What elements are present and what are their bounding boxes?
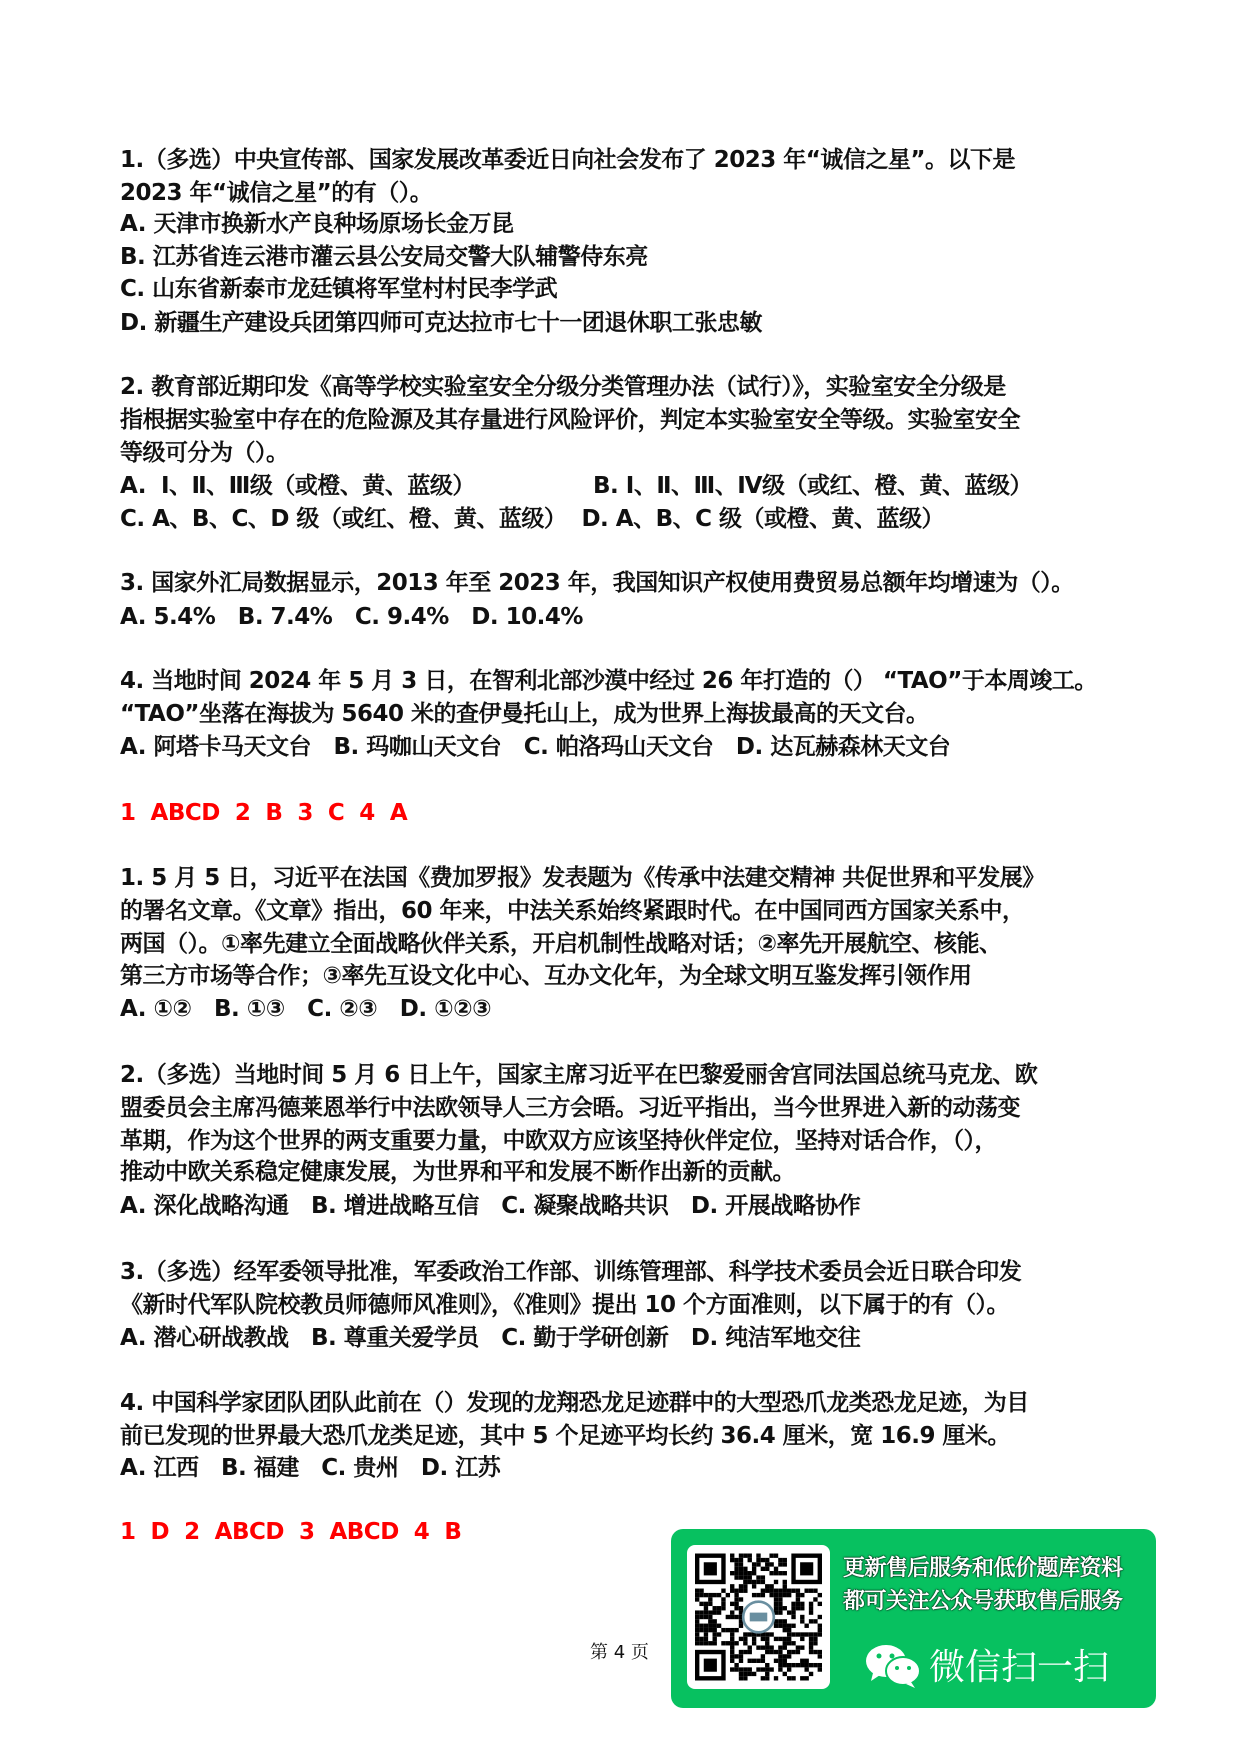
question-text: 前已发现的世界最大恐爪龙类足迹，其中 5 个足迹平均长约 36.4 厘米，宽 16.9 厘米。 bbox=[120, 1423, 1011, 1449]
question-text: 4. 当地时间 2024 年 5 月 3 日，在智利北部沙漠中经过 26 年打造的（） “TAO”于本周竣工。 bbox=[120, 668, 1097, 694]
question-text: 盟委员会主席冯德莱恩举行中法欧领导人三方会晤。习近平指出，当今世界进入新的动荡变 bbox=[120, 1095, 1020, 1121]
question-text: 两国（）。①率先建立全面战略伙伴关系，开启机制性战略对话；②率先开展航空、核能、 bbox=[120, 931, 1002, 957]
wechat-icon bbox=[863, 1641, 923, 1691]
answer-options: A. 江西 B. 福建 C. 贵州 D. 江苏 bbox=[120, 1455, 501, 1481]
question-text: 4. 中国科学家团队团队此前在（）发现的龙翔恐龙足迹群中的大型恐爪龙类恐龙足迹，为目 bbox=[120, 1390, 1029, 1416]
answer-options: C. A、B、C、D 级（或红、橙、黄、蓝级） D. A、B、C 级（或橙、黄、蓝级） bbox=[120, 506, 945, 532]
question-text: 2. 教育部近期印发《高等学校实验室安全分级分类管理办法（试行）》，实验室安全分级是 bbox=[120, 374, 1006, 400]
answer-options: B. Ⅰ、Ⅱ、Ⅲ、Ⅳ级（或红、橙、黄、蓝级） bbox=[593, 473, 1032, 499]
answer-options: C. 山东省新泰市龙廷镇将军堂村村民李学武 bbox=[120, 276, 558, 302]
scan-label: 微信扫一扫 bbox=[929, 1647, 1110, 1688]
promo-text-line1: 更新售后服务和低价题库资料 bbox=[843, 1556, 1123, 1581]
question-text: 等级可分为（）。 bbox=[120, 440, 289, 466]
question-text: 指根据实验室中存在的危险源及其存量进行风险评价，判定本实验室安全等级。实验室安全 bbox=[120, 407, 1020, 433]
question-text: 第三方市场等合作；③率先互设文化中心、互办文化年，为全球文明互鉴发挥引领作用 bbox=[120, 963, 972, 989]
answer-key: 1 D 2 ABCD 3 ABCD 4 B bbox=[120, 1519, 462, 1545]
question-text: 革期，作为这个世界的两支重要力量，中欧双方应该坚持伙伴定位，坚持对话合作，（）， bbox=[120, 1128, 997, 1154]
answer-options: A. 阿塔卡马天文台 B. 玛咖山天文台 C. 帕洛玛山天文台 D. 达瓦赫森林天文台 bbox=[120, 734, 951, 760]
answer-options: A. Ⅰ、Ⅱ、Ⅲ级（或橙、黄、蓝级） bbox=[120, 473, 475, 499]
question-text: 《新时代军队院校教员师德师风准则》，《准则》提出 10 个方面准则，以下属于的有（）。 bbox=[120, 1292, 1010, 1318]
answer-options: A. 天津市换新水产良种场原场长金万昆 bbox=[120, 211, 514, 237]
question-text: 3. 国家外汇局数据显示，2013 年至 2023 年，我国知识产权使用费贸易总额年均增速为（）。 bbox=[120, 570, 1074, 596]
question-text: 1. 5 月 5 日，习近平在法国《费加罗报》发表题为《传承中法建交精神 共促世界和平发展》 bbox=[120, 865, 1045, 891]
answer-options: A. 5.4% B. 7.4% C. 9.4% D. 10.4% bbox=[120, 604, 583, 630]
page-number: 第 4 页 bbox=[590, 1642, 649, 1663]
answer-options: B. 江苏省连云港市灌云县公安局交警大队辅警侍东亮 bbox=[120, 244, 648, 270]
qr-code-icon bbox=[695, 1553, 822, 1681]
answer-options: A. 潜心研战教战 B. 尊重关爱学员 C. 勤于学研创新 D. 纯洁军地交往 bbox=[120, 1325, 861, 1351]
answer-key: 1 ABCD 2 B 3 C 4 A bbox=[120, 800, 408, 826]
question-text: 推动中欧关系稳定健康发展，为世界和平和发展不断作出新的贡献。 bbox=[120, 1159, 795, 1185]
answer-options: A. 深化战略沟通 B. 增进战略互信 C. 凝聚战略共识 D. 开展战略协作 bbox=[120, 1193, 861, 1219]
question-text: 1.（多选）中央宣传部、国家发展改革委近日向社会发布了 2023 年“诚信之星”。以下是 bbox=[120, 147, 1016, 173]
wechat-promo-banner[interactable] bbox=[671, 1529, 1156, 1708]
question-text: 3.（多选）经军委领导批准，军委政治工作部、训练管理部、科学技术委员会近日联合印发 bbox=[120, 1259, 1022, 1285]
question-text: 2023 年“诚信之星”的有（）。 bbox=[120, 180, 433, 206]
question-text: 2.（多选）当地时间 5 月 6 日上午，国家主席习近平在巴黎爱丽舍宫同法国总统马克龙、欧 bbox=[120, 1062, 1038, 1088]
answer-options: D. 新疆生产建设兵团第四师可克达拉市七十一团退休职工张忠敏 bbox=[120, 310, 762, 336]
answer-options: A. ①② B. ①③ C. ②③ D. ①②③ bbox=[120, 996, 492, 1022]
promo-text-line2: 都可关注公众号获取售后服务 bbox=[843, 1589, 1123, 1614]
qr-code[interactable] bbox=[687, 1545, 830, 1689]
question-text: “TAO”坐落在海拔为 5640 米的查伊曼托山上，成为世界上海拔最高的天文台。 bbox=[120, 701, 929, 727]
question-text: 的署名文章。《文章》指出，60 年来，中法关系始终紧跟时代。在中国同西方国家关系中， bbox=[120, 898, 1025, 924]
